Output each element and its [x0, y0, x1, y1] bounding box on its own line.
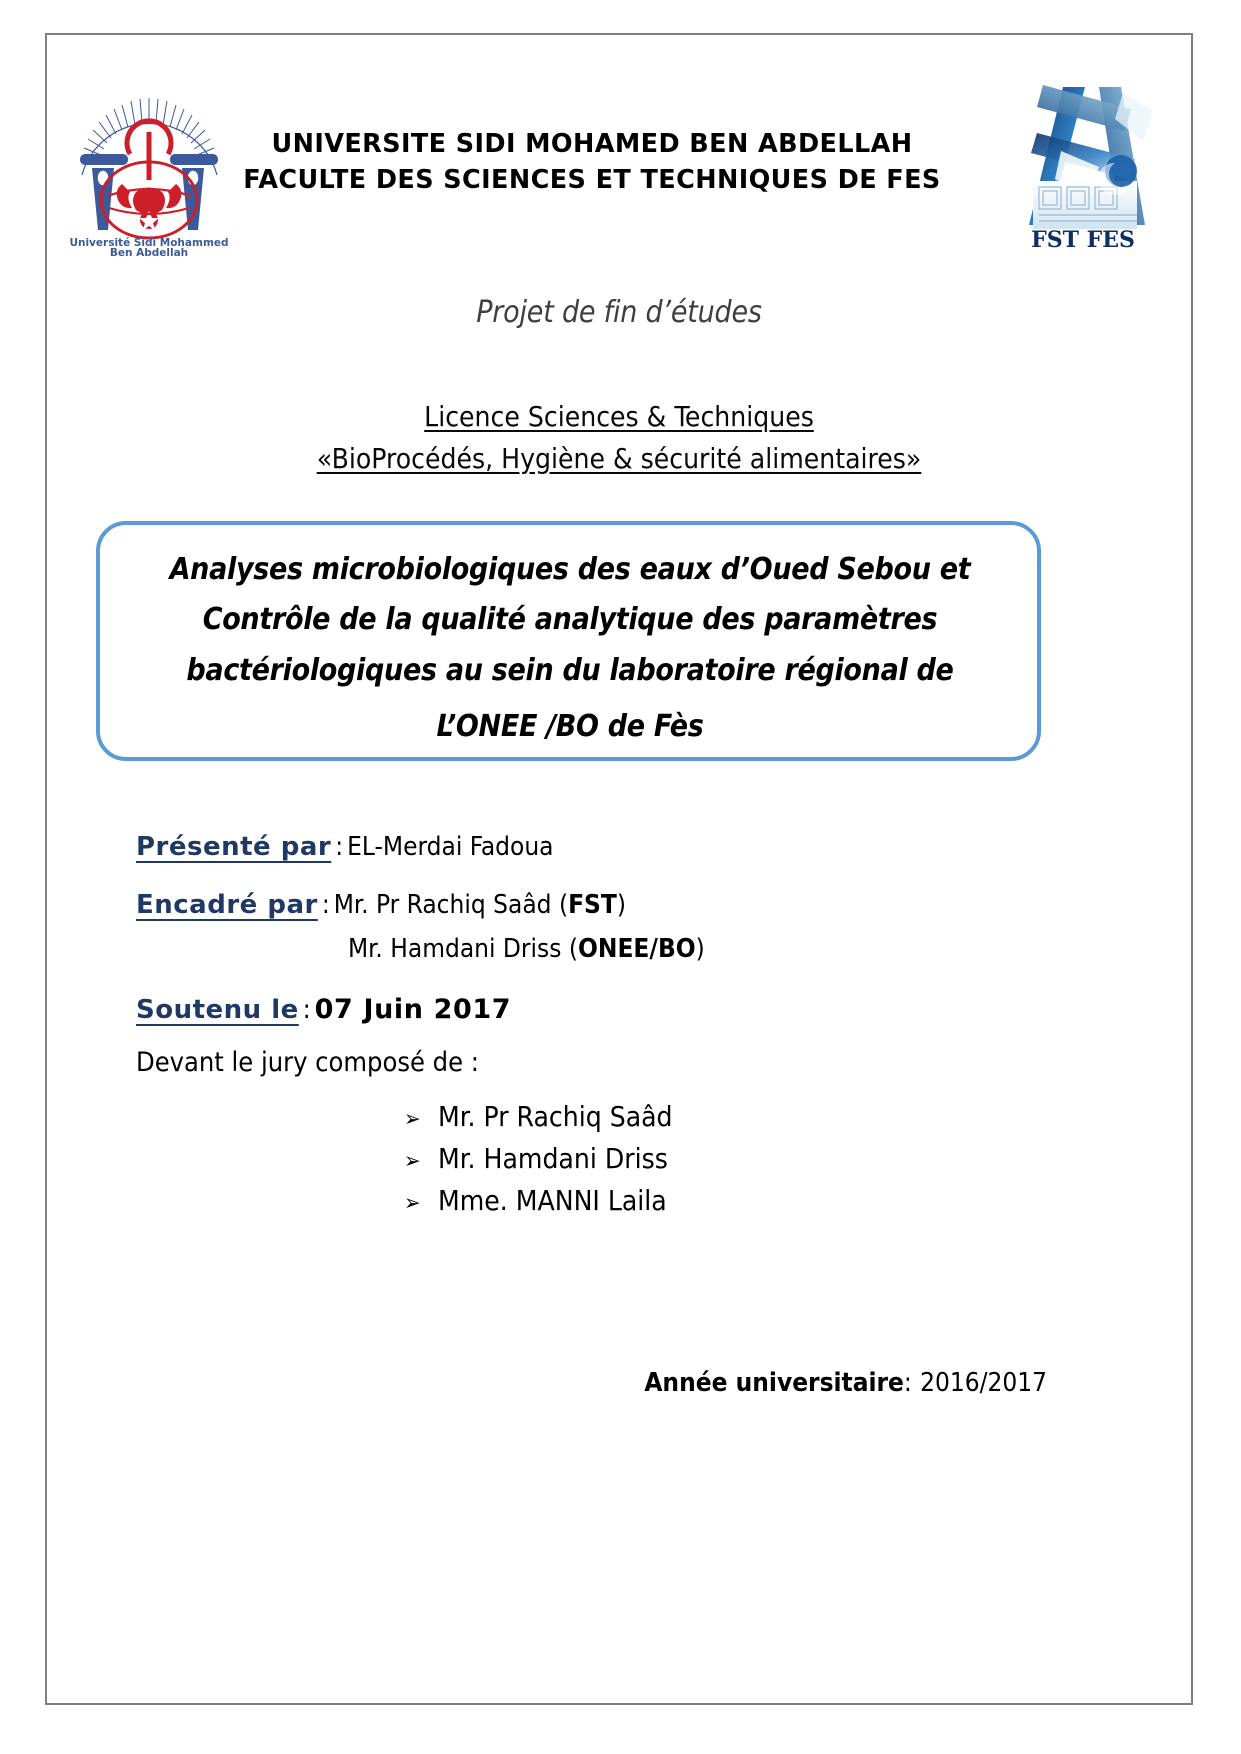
presented-by-value: EL-Merdai Fadoua	[347, 832, 554, 862]
university-name-line1: UNIVERSITE SIDI MOHAMED BEN ABDELLAH	[271, 129, 913, 159]
thesis-title-line3: bactériologiques au sein du laboratoire régional de	[186, 652, 954, 688]
degree-specialization-line: «BioProcédés, Hygiène & sécurité alimentaires»	[316, 442, 922, 475]
jury-member-name: Mme. MANNI Laila	[438, 1184, 667, 1217]
supervised-by-label: Encadré par	[136, 890, 318, 920]
supervisor-1-name: Mr. Pr Rachiq Saâd (	[333, 890, 569, 920]
document-header	[47, 70, 1191, 265]
left-logo-caption-line1: Université Sidi Mohammed	[69, 237, 229, 249]
thesis-title-line4: L’ONEE /BO de Fès	[436, 709, 704, 745]
academic-year-colon: :	[903, 1368, 912, 1398]
degree-program-line: Licence Sciences & Techniques	[424, 400, 814, 433]
thesis-title-line2: Contrôle de la qualité analytique des paramètres	[202, 602, 938, 638]
presented-by-row	[136, 832, 1096, 862]
jury-intro-text: Devant le jury composé de :	[136, 1047, 479, 1078]
submission-info-block	[136, 832, 1096, 1222]
arrow-bullet-icon: ➢	[404, 1191, 421, 1216]
defense-date-row	[136, 994, 1096, 1025]
jury-member-item	[404, 1138, 1096, 1180]
academic-year-label: Année universitaire	[644, 1368, 904, 1398]
academic-year-footer	[47, 1368, 1047, 1398]
fst-fes-logo	[1003, 75, 1163, 255]
defense-date-label: Soutenu le	[136, 995, 299, 1025]
supervised-by-colon: :	[321, 890, 330, 920]
jury-member-item	[404, 1096, 1096, 1138]
thesis-title-text	[130, 545, 1010, 753]
supervisor-1-close-paren: )	[616, 890, 627, 920]
thesis-title-box	[96, 521, 1041, 761]
fst-fes-logo-caption: FST FES	[1031, 227, 1135, 253]
arrow-bullet-icon: ➢	[404, 1149, 421, 1174]
supervisor-2-close-paren: )	[695, 934, 705, 964]
presented-by-colon: :	[335, 832, 344, 862]
supervisor-2-name: Mr. Hamdani Driss (	[348, 934, 578, 964]
supervisor-1-affiliation: FST	[568, 890, 617, 920]
degree-block	[47, 396, 1191, 480]
project-type-label: Projet de fin d’études	[476, 295, 762, 330]
supervised-by-row	[136, 890, 1096, 920]
arrow-bullet-icon: ➢	[404, 1107, 421, 1132]
left-logo-caption-line2: Ben Abdellah	[109, 247, 189, 259]
defense-date-value: 07 Juin 2017	[314, 994, 512, 1025]
thesis-title-line1: Analyses microbiologiques des eaux d’Oued Sebou et	[169, 552, 971, 587]
supervisor-2-affiliation: ONEE/BO	[577, 934, 696, 964]
jury-member-list	[404, 1096, 1096, 1222]
university-crest-logo	[62, 80, 237, 260]
jury-member-item	[404, 1180, 1096, 1222]
faculty-name-line2: FACULTE DES SCIENCES ET TECHNIQUES DE FES	[243, 165, 941, 196]
jury-member-name: Mr. Hamdani Driss	[438, 1142, 668, 1175]
presented-by-label: Présenté par	[136, 832, 332, 862]
defense-date-colon: :	[302, 995, 311, 1025]
university-name-block	[242, 126, 942, 198]
jury-member-name: Mr. Pr Rachiq Saâd	[438, 1100, 673, 1133]
academic-year-value: 2016/2017	[920, 1368, 1047, 1398]
supervisor-2-row	[348, 934, 1096, 964]
